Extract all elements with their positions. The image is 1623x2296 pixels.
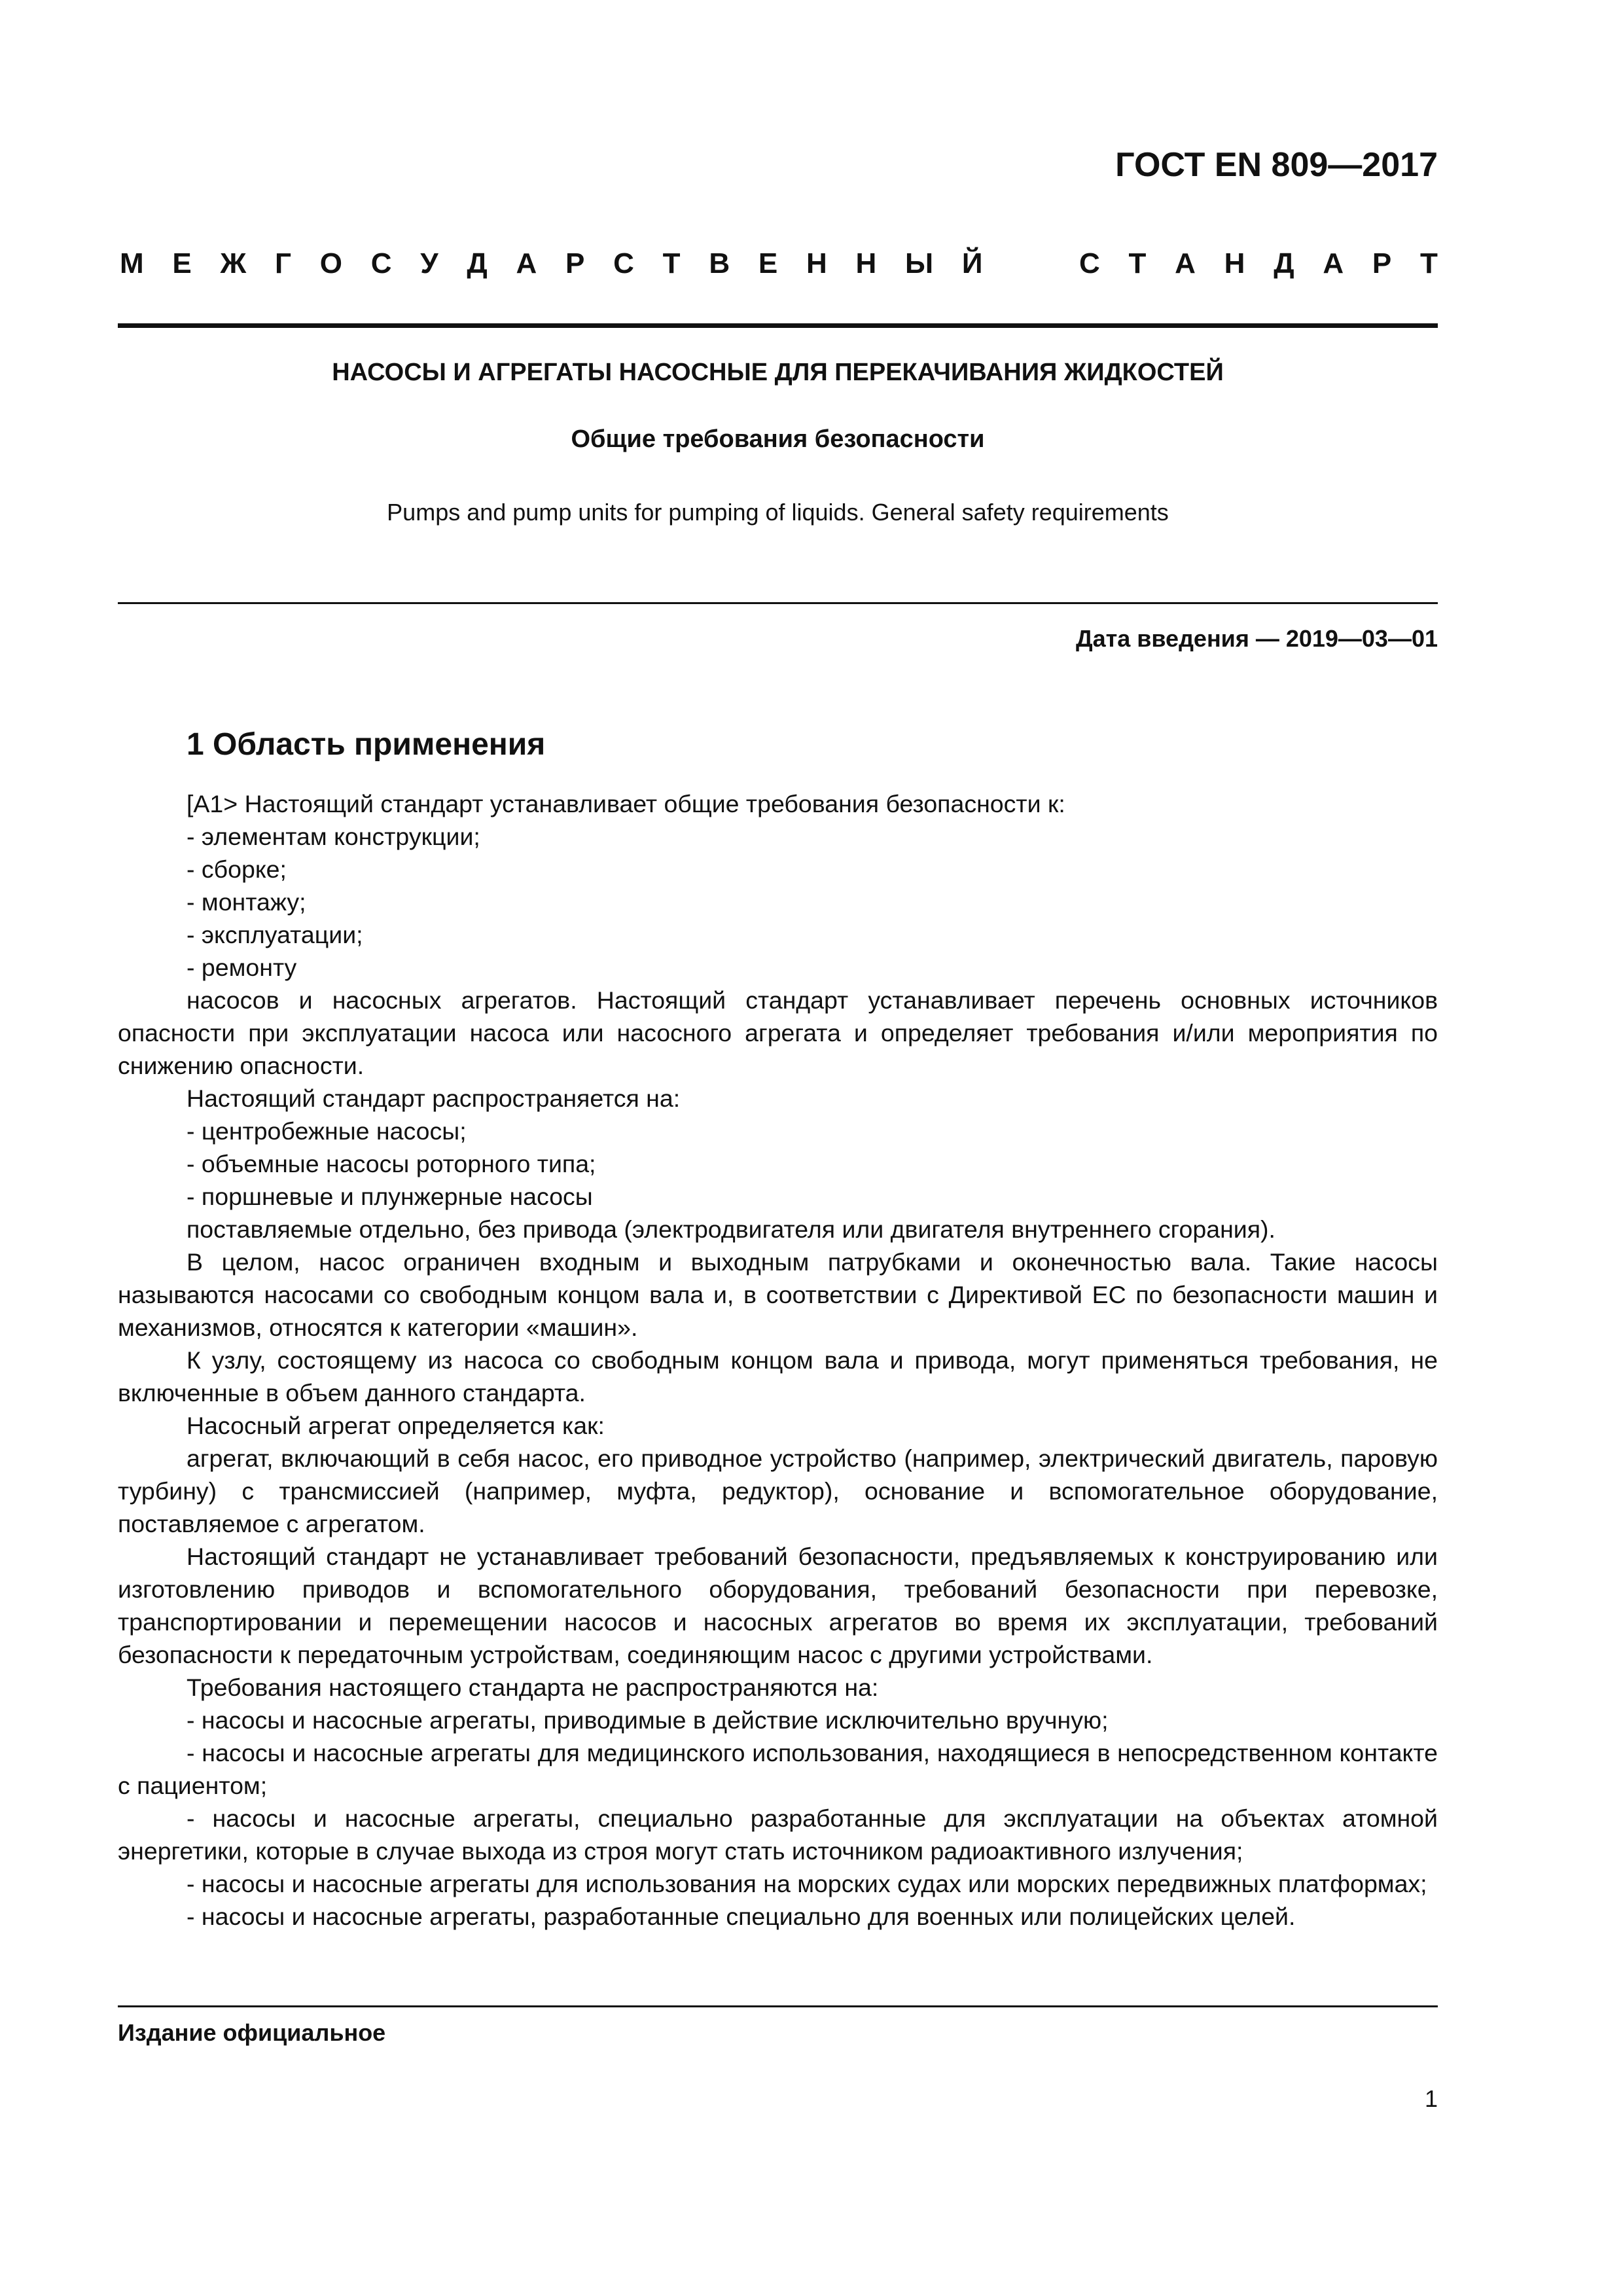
list-item: - поршневые и плунжерные насосы xyxy=(187,1183,593,1210)
document-subtitle: Общие требования безопасности xyxy=(571,425,985,453)
list-item: - ремонту xyxy=(187,954,297,981)
heading-letter: У xyxy=(420,247,438,279)
list-item: - сборке; xyxy=(187,855,287,883)
heading-letter: С xyxy=(1079,247,1100,279)
section-heading: 1 Область применения xyxy=(187,727,546,762)
heading-letter: Д xyxy=(467,247,488,279)
list-item: - насосы и насосные агрегаты для использования на морских судах или морских передвижных платформах; xyxy=(187,1870,1427,1897)
heading-divider xyxy=(118,323,1438,328)
heading-letter: Г xyxy=(275,247,291,279)
paragraph: Насосный агрегат определяется как: xyxy=(187,1412,605,1439)
paragraph: Настоящий стандарт распространяется на: xyxy=(187,1085,681,1112)
heading-letter: Н xyxy=(855,247,877,279)
word-gap xyxy=(1011,247,1050,280)
heading-letter: С xyxy=(370,247,392,279)
title-divider xyxy=(118,602,1438,604)
list-item: - центробежные насосы; xyxy=(187,1117,467,1145)
paragraph: поставляемые отдельно, без привода (электродвигателя или двигателя внутреннего сгорания). xyxy=(187,1215,1275,1243)
document-title: НАСОСЫ И АГРЕГАТЫ НАСОСНЫЕ ДЛЯ ПЕРЕКАЧИВАНИЯ ЖИДКОСТЕЙ xyxy=(332,359,1224,386)
heading-letter: Т xyxy=(1419,247,1438,279)
edition-label: Издание официальное xyxy=(118,2019,386,2046)
heading-letter: А xyxy=(1323,247,1344,279)
paragraph: [A1> Настоящий стандарт устанавливает общие требования безопасности к: xyxy=(187,790,1065,817)
paragraph: В целом, насос ограничен входным и выходным патрубками и оконечностью вала. Такие насосы называются насосами со свободным концом вала и, в соответствии с Директивой ЕС по безопасности машин и механизмов, относятся к категории «машин». xyxy=(118,1248,1438,1341)
paragraph: Настоящий стандарт не устанавливает требований безопасности, предъявляемых к конструированию или изготовлению приводов и вспомогательного оборудования, требований безопасности при перевозке, транспортировании и перемещении насосов и насосных агрегатов во время их эксплуатации, требований безопасности к передаточным устройствам, соединяющим насос с другими устройствами. xyxy=(118,1543,1438,1668)
heading-letter: Р xyxy=(565,247,585,279)
heading-letter: А xyxy=(1175,247,1196,279)
list-item: - насосы и насосные агрегаты, специально разработанные для эксплуатации на объектах атомной энергетики, которые в случае выхода из строя могут стать источником радиоактивного излучения; xyxy=(118,1804,1438,1865)
heading-letter: Ы xyxy=(905,247,934,279)
paragraph: агрегат, включающий в себя насос, его приводное устройство (например, электрический двигатель, паровую турбину) с трансмиссией (например, муфта, редуктор), основание и вспомогательное оборудование, поставляемое с агрегатом. xyxy=(118,1444,1438,1537)
paragraph: Требования настоящего стандарта не распространяются на: xyxy=(187,1674,879,1701)
list-item: - объемные насосы роторного типа; xyxy=(187,1150,596,1177)
list-item: - элементам конструкции; xyxy=(187,823,480,850)
section-body xyxy=(118,787,1438,1933)
page-number: 1 xyxy=(1424,2085,1438,2112)
list-item: - насосы и насосные агрегаты для медицинского использования, находящиеся в непосредственном контакте с пациентом; xyxy=(118,1739,1438,1799)
footer-divider xyxy=(118,2005,1438,2007)
list-item: - насосы и насосные агрегаты, разработанные специально для военных или полицейских целей. xyxy=(187,1903,1296,1930)
document-title-english: Pumps and pump units for pumping of liquids. General safety requirements xyxy=(387,499,1169,526)
interstate-standard-heading xyxy=(120,247,1438,280)
heading-letter: Е xyxy=(758,247,778,279)
heading-letter: В xyxy=(709,247,730,279)
heading-letter: О xyxy=(319,247,342,279)
heading-letter: Н xyxy=(806,247,827,279)
heading-letter: Д xyxy=(1274,247,1294,279)
heading-letter: Т xyxy=(662,247,681,279)
heading-letter: С xyxy=(613,247,634,279)
heading-letter: Р xyxy=(1372,247,1392,279)
heading-letter: А xyxy=(516,247,537,279)
document-id: ГОСТ EN 809—2017 xyxy=(1115,146,1438,184)
heading-letter: Н xyxy=(1224,247,1245,279)
heading-letter: Т xyxy=(1128,247,1147,279)
heading-letter: Ж xyxy=(220,247,247,279)
heading-letter: Й xyxy=(961,247,983,279)
list-item: - эксплуатации; xyxy=(187,921,363,948)
list-item: - насосы и насосные агрегаты, приводимые в действие исключительно вручную; xyxy=(187,1706,1109,1734)
paragraph: насосов и насосных агрегатов. Настоящий стандарт устанавливает перечень основных источников опасности при эксплуатации насоса или насосного агрегата и определяет требования и/или мероприятия по снижению опасности. xyxy=(118,986,1438,1079)
list-item: - монтажу; xyxy=(187,888,306,916)
paragraph: К узлу, состоящему из насоса со свободным концом вала и привода, могут применяться требования, не включенные в объем данного стандарта. xyxy=(118,1346,1438,1407)
heading-letter: М xyxy=(120,247,144,279)
introduction-date: Дата введения — 2019—03—01 xyxy=(1075,625,1438,652)
heading-letter: Е xyxy=(172,247,192,279)
